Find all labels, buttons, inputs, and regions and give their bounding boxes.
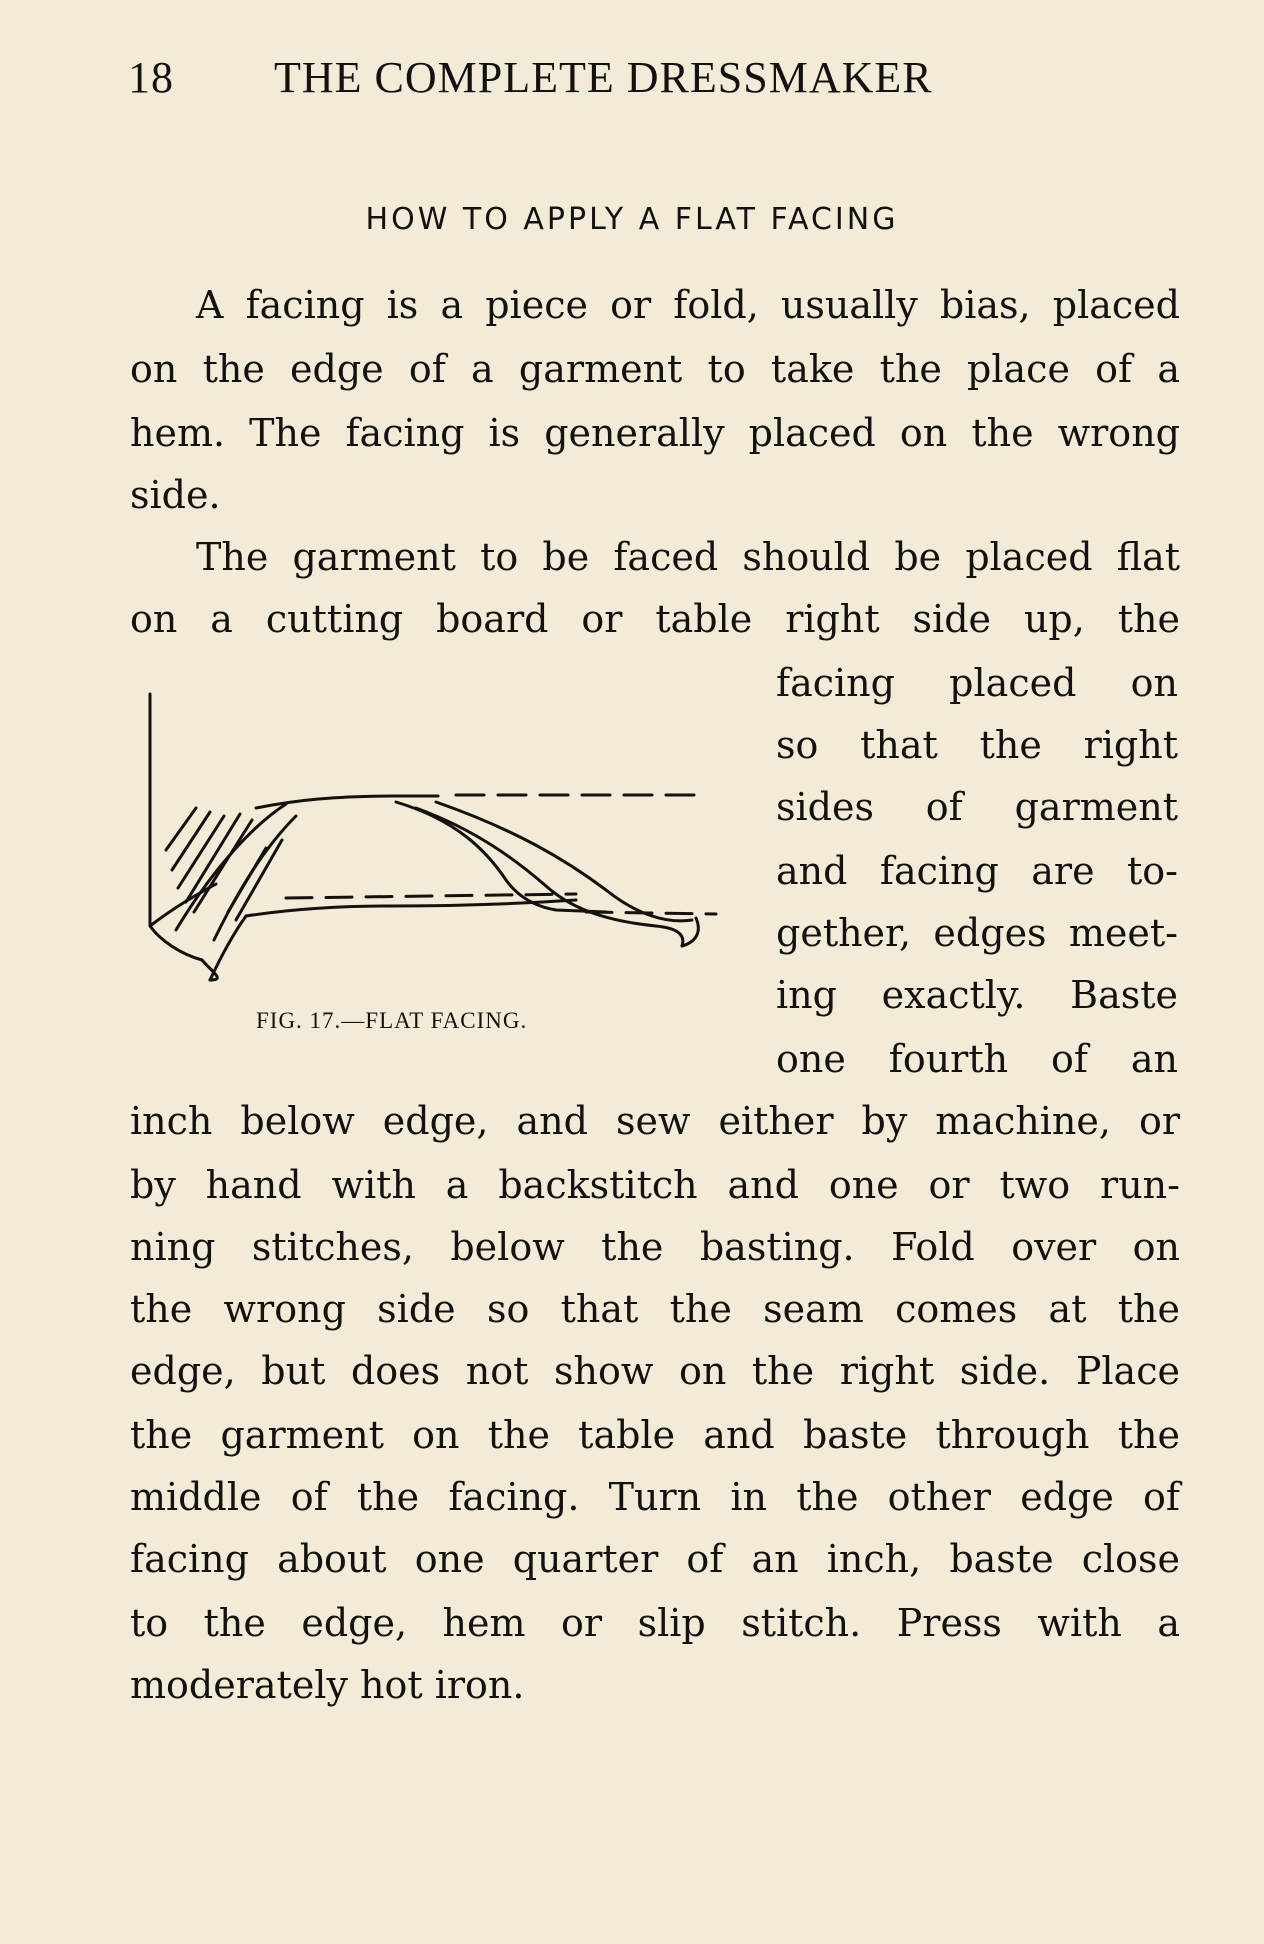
flat-facing-figure [136,680,756,1033]
paragraph-line: by hand with a backstitch and one or two run- [130,1163,1180,1207]
paragraph-line: The garment to be faced should be placed flat [196,535,1180,579]
paragraph-line: A facing is a piece or fold, usually bias, placed [196,283,1180,327]
paragraph-line: the wrong side so that the seam comes at the [130,1287,1180,1331]
paragraph-line: to the edge, hem or slip stitch. Press with a [130,1601,1180,1645]
paragraph-line: on a cutting board or table right side up, the [130,597,1180,641]
paragraph-line: so that the right [776,723,1178,767]
page-number: 18 [128,53,174,102]
paragraph-line: facing placed on [776,661,1178,705]
paragraph-line: sides of garment [776,785,1178,829]
paragraph-line: moderately hot iron. [130,1663,525,1707]
flat-facing-illustration [136,680,756,1010]
hatch-line [186,814,240,902]
paragraph-line: edge, but does not show on the right side. Place [130,1349,1180,1393]
paragraph-line: on the edge of a garment to take the place of a [130,347,1180,391]
figure-caption: FIG. 17.—FLAT FACING. [256,1008,528,1033]
facing-lower-flap [210,916,246,980]
book-title: THE COMPLETE DRESSMAKER [274,53,933,102]
paragraph-line: ning stitches, below the basting. Fold over on [130,1225,1180,1269]
section-heading: HOW TO APPLY A FLAT FACING [365,202,899,237]
paragraph-line: ing exactly. Baste [776,973,1178,1017]
paragraph-line: and facing are to- [776,849,1178,893]
hatch-line [166,808,196,850]
facing-fold-curve [436,802,692,921]
hatch-line [236,840,282,920]
paragraph-line: hem. The facing is generally placed on the wrong [130,411,1180,455]
hatch-line [172,812,210,870]
paragraph-line: one fourth of an [776,1037,1178,1081]
hatch-line [194,820,252,912]
paragraph-line: side. [130,473,221,517]
paragraph-line: facing about one quarter of an inch, baste close [130,1537,1180,1581]
running-head [128,52,1028,112]
facing-lower-edge [246,900,576,916]
paragraph-line: gether, edges meet- [776,911,1178,955]
paragraph-line: the garment on the table and baste through the [130,1413,1180,1457]
basting-dash-line [286,894,576,898]
paragraph-line: inch below edge, and sew either by machine, or [130,1099,1180,1143]
paragraph-line: middle of the facing. Turn in the other edge of [130,1475,1180,1519]
